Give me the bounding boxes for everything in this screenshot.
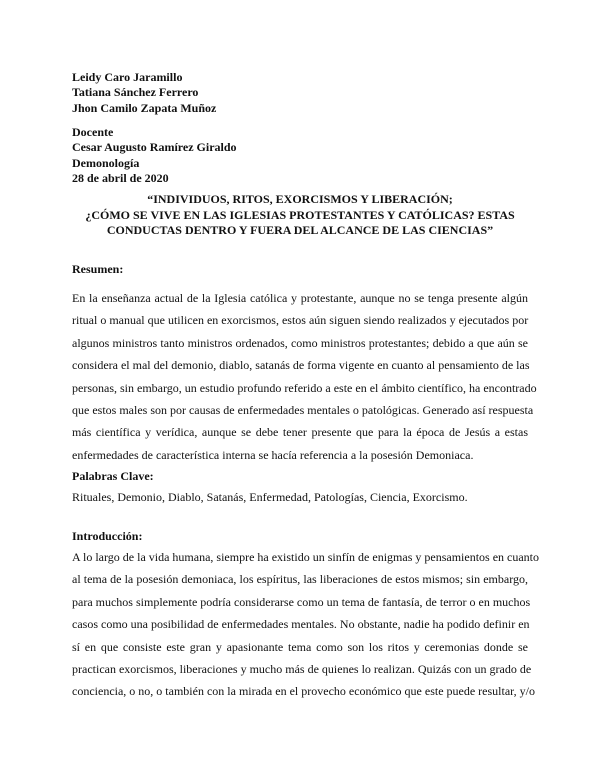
paragraph-line: personas, sin embargo, un estudio profundo referido a este en el ámbito científico, ha encontrado <box>72 380 537 395</box>
paragraph-line: enfermedades de característica interna se hacía referencia a la posesión Demoniaca. <box>72 447 474 462</box>
paragraph-line: sí en que consiste este gran y apasionante tema como son los ritos y ceremonias donde se <box>72 639 528 654</box>
document-title <box>72 192 528 239</box>
course-info <box>72 125 237 186</box>
paragraph-line: que estos males son por causas de enfermedades mentales o patológicas. Generado así respuesta <box>72 403 534 418</box>
paragraph-line: al tema de la posesión demoniaca, los espíritus, las liberaciones de estos mismos; sin embargo, <box>72 572 528 587</box>
paragraph-line: más científica y verídica, aunque se debe tener presente que para la época de Jesús a estas <box>72 425 528 440</box>
paragraph-line: considera el mal del demonio, diablo, satanás de forma vigente en cuanto al pensamiento de las <box>72 358 530 373</box>
resumen-heading: Resumen: <box>72 262 124 276</box>
paragraph-line: En la enseñanza actual de la Iglesia católica y protestante, aunque no se tenga presente algún <box>72 291 528 305</box>
title-line: ¿CÓMO SE VIVE EN LAS IGLESIAS PROTESTANTES Y CATÓLICAS? ESTAS <box>85 207 515 222</box>
author-name: Tatiana Sánchez Ferrero <box>72 85 199 100</box>
paragraph-line: para muchos simplemente podría considerarse como un tema de fantasía, de terror o en muchos <box>72 594 531 609</box>
resumen-paragraph <box>72 287 537 466</box>
paragraph-line: algunos ministros tanto ministros ordenados, como ministros protestantes; debido a que aún se <box>72 335 528 350</box>
author-list <box>72 70 216 116</box>
keywords-line: Rituales, Demonio, Diablo, Satanás, Enfermedad, Patologías, Ciencia, Exorcismo. <box>72 490 468 504</box>
introduccion-paragraph <box>72 546 540 703</box>
paragraph-line: ritual o manual que utilicen en exorcismos, estos aún siguen siendo realizados y ejecutados por <box>72 313 529 328</box>
palabras-clave-text <box>72 486 528 508</box>
title-line: CONDUCTAS DENTRO Y FUERA DEL ALCANCE DE LAS CIENCIAS” <box>106 223 494 237</box>
docente-name: Cesar Augusto Ramírez Giraldo <box>72 140 237 155</box>
palabras-clave-heading: Palabras Clave: <box>72 469 154 483</box>
paragraph-line: casos como una posibilidad de enfermedades mentales. No obstante, nadie ha podido definir en <box>72 617 530 632</box>
document-date: 28 de abril de 2020 <box>72 170 169 185</box>
author-name: Leidy Caro Jaramillo <box>72 70 183 84</box>
paragraph-line: conciencia, o no, o también con la mirada en el provecho económico que este puede resultar, y/o <box>72 684 536 699</box>
docente-label: Docente <box>72 125 114 139</box>
title-line: “INDIVIDUOS, RITOS, EXORCISMOS Y LIBERACIÓN; <box>147 192 453 206</box>
paragraph-line: practican exorcismos, liberaciones y mucho más de quienes lo realizan. Quizás con un grado de <box>72 662 532 677</box>
course-name: Demonología <box>72 155 140 170</box>
paragraph-line: A lo largo de la vida humana, siempre ha existido un sinfín de enigmas y pensamientos en cuanto <box>72 550 540 564</box>
introduccion-heading: Introducción: <box>72 529 143 543</box>
author-name: Jhon Camilo Zapata Muñoz <box>72 100 217 115</box>
